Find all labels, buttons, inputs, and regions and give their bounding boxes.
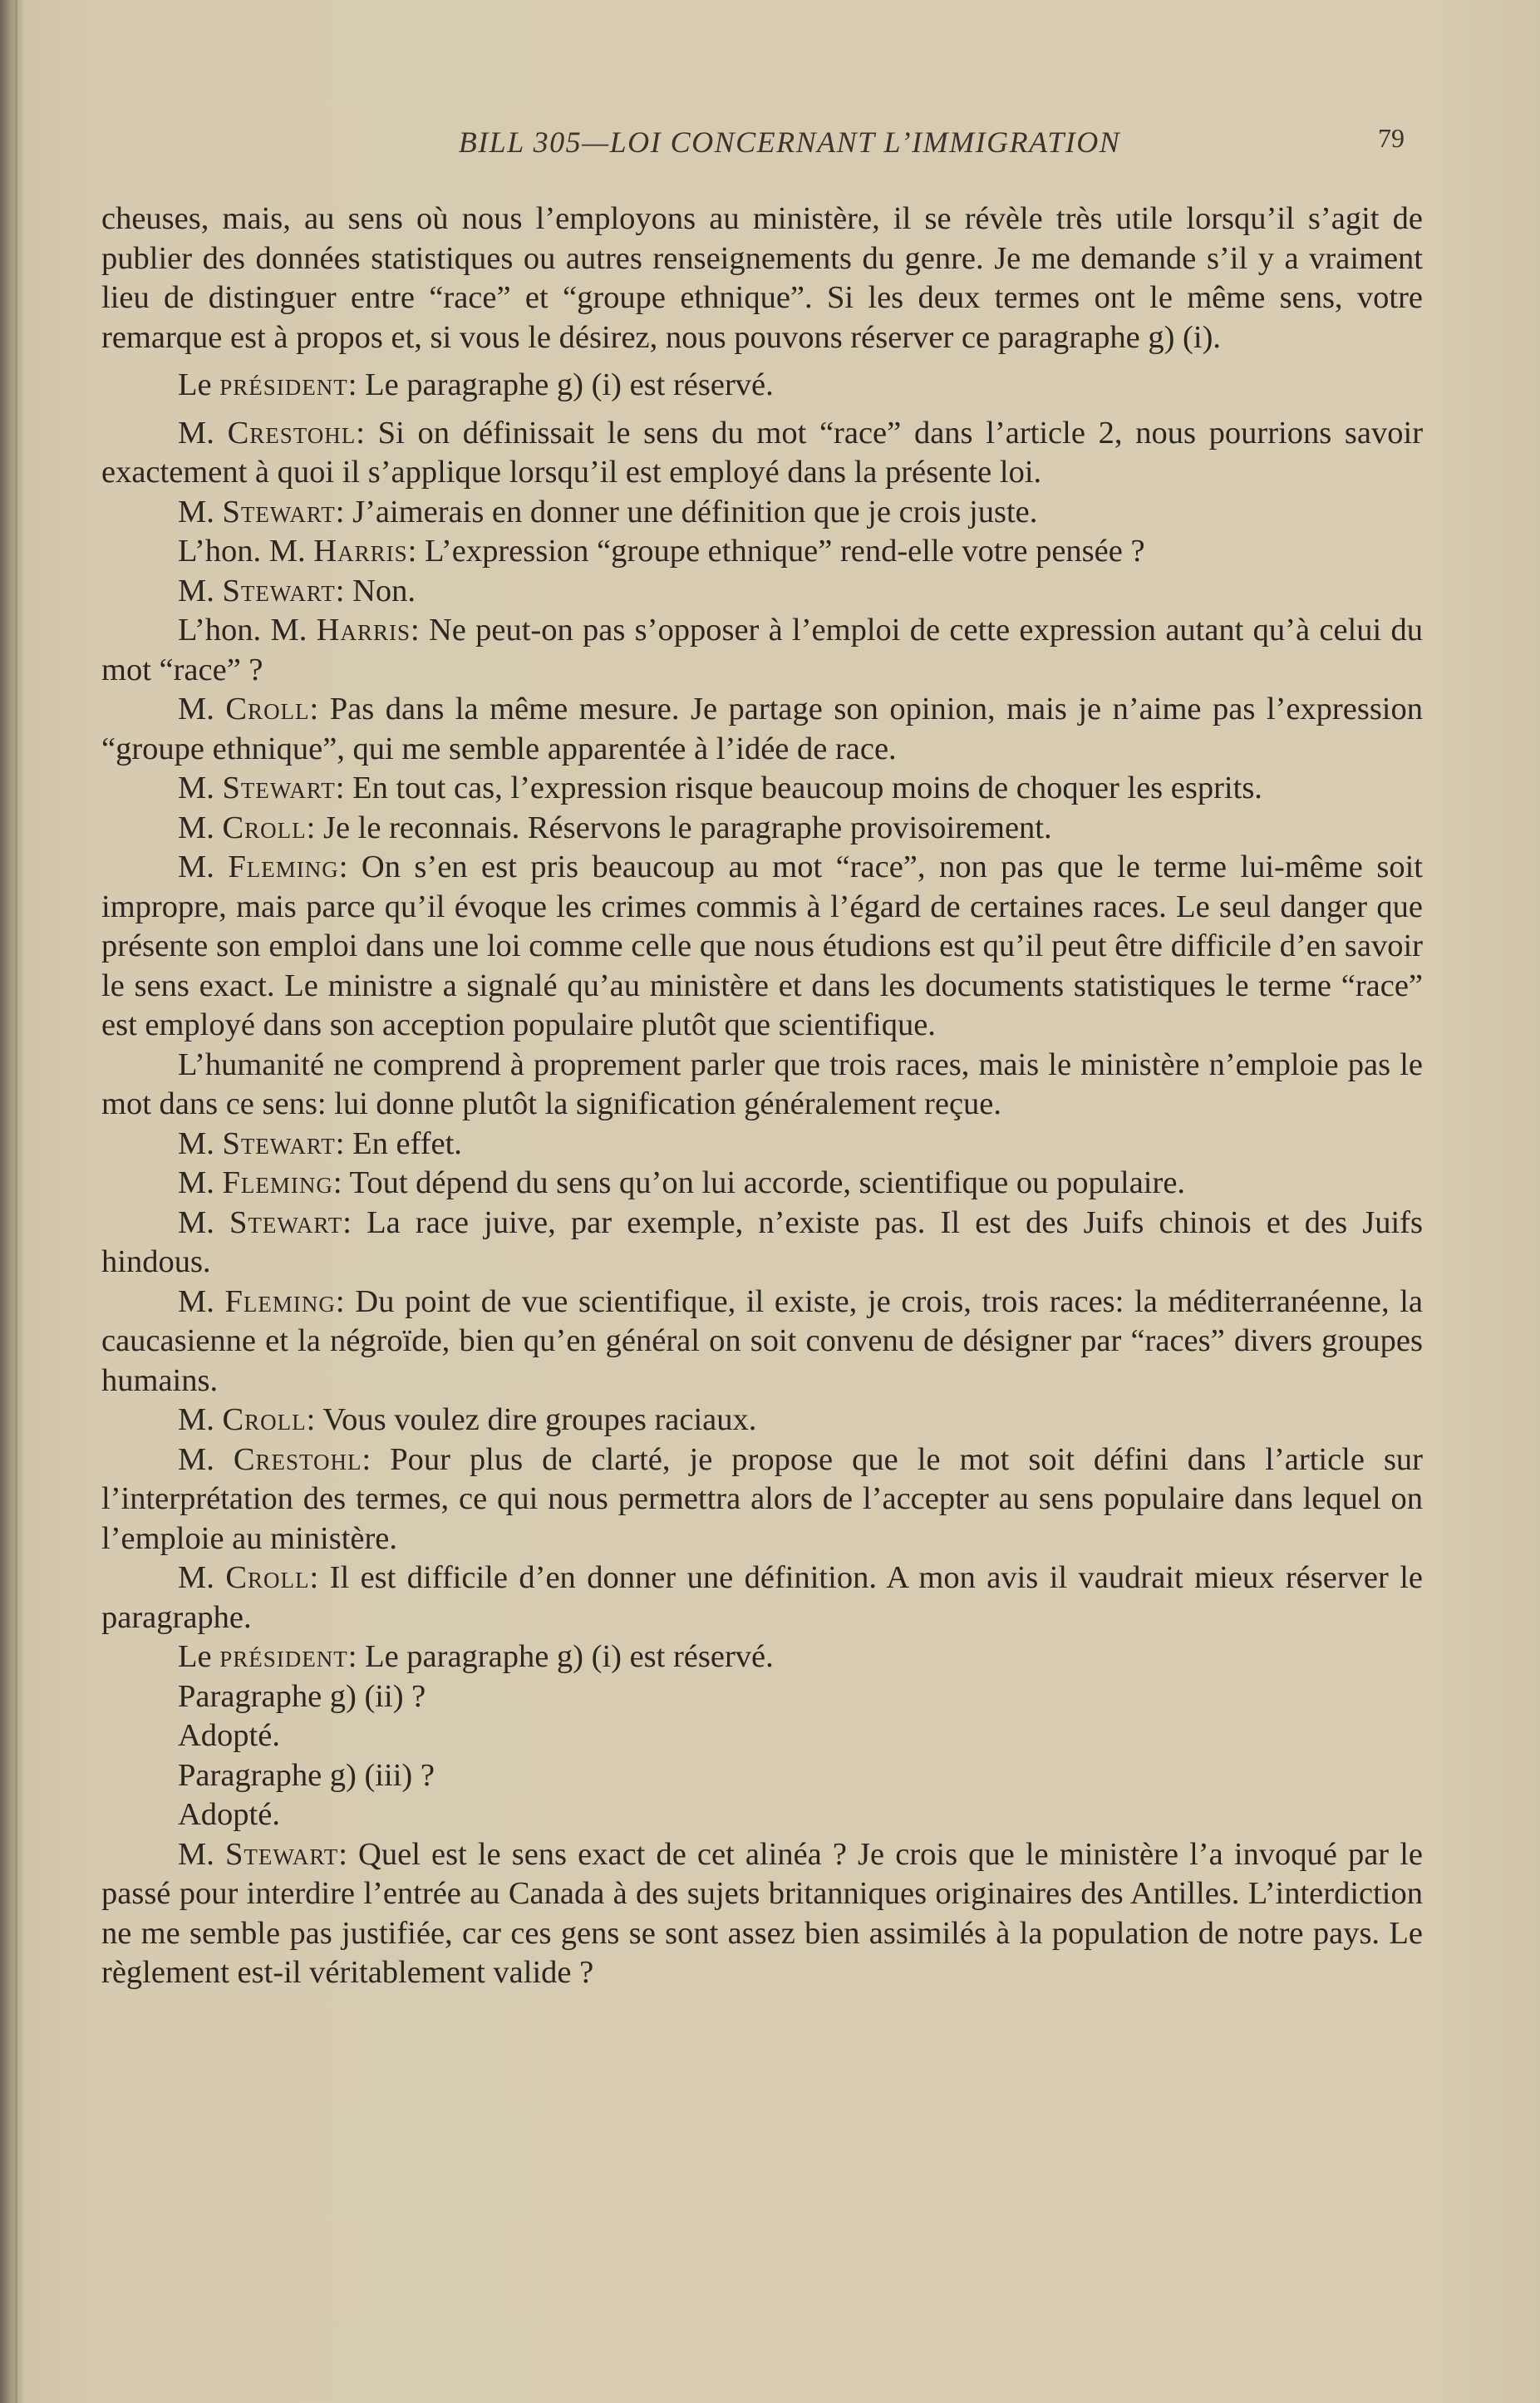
speaker-name: président <box>219 1639 348 1674</box>
speech-paragraph: Le président: Le paragraphe g) (i) est réservé. <box>178 367 774 402</box>
speaker-name: Stewart <box>224 1836 339 1872</box>
speech-paragraph: M. Crestohl: Si on définissait le sens du mot “race” dans l’article 2, nous pourrions savoir exactement à quoi il s’applique lorsqu’il est employé dans la présente loi. <box>101 415 1424 490</box>
speech-paragraph: M. Croll: Je le reconnais. Réservons le paragraphe provisoirement. <box>178 810 1052 845</box>
speech-paragraph: L’hon. M. Harris: L’expression “groupe ethnique” rend-elle votre pensée ? <box>178 534 1145 569</box>
speech-paragraph: M. Stewart: Non. <box>178 573 416 608</box>
speaker-name: Croll <box>222 1402 307 1437</box>
speaker-name: président <box>219 367 348 402</box>
speaker-name: Stewart <box>222 1125 336 1161</box>
speech-paragraph: M. Stewart: En effet. <box>178 1125 462 1161</box>
speech-paragraph: M. Stewart: La race juive, par exemple, n’existe pas. Il est des Juifs chinois et des Juifs hindous. <box>101 1204 1423 1279</box>
speech-paragraph: M. Stewart: Quel est le sens exact de cet alinéa ? Je crois que le ministère l’a invoqué par le passé pour interdire l’entrée au Canada à des sujets britanniques originaires des Antilles. L’interdiction ne me semble pas justifiée, car ces gens se sont assez bien assimilés à la population de notre pays. Le règlement est-il véritablement valide ? <box>101 1836 1423 1990</box>
speaker-name: Stewart <box>222 573 336 608</box>
speaker-name: Fleming <box>224 1283 336 1319</box>
paragraph: L’humanité ne comprend à proprement parler que trois races, mais le ministère n’emploie pas le mot dans ce sens: lui donne plutôt la signification généralement reçue. <box>101 1046 1423 1121</box>
speaker-name: Fleming <box>228 849 339 884</box>
binding-gutter <box>15 0 17 2403</box>
speaker-name: Crestohl <box>233 1441 362 1477</box>
paragraph: Paragraphe g) (iii) ? <box>178 1757 435 1793</box>
speaker-name: Croll <box>225 1560 310 1595</box>
speech-paragraph: Le président: Le paragraphe g) (i) est réservé. <box>178 1639 774 1674</box>
speech-paragraph: M. Stewart: J’aimerais en donner une définition que je crois juste. <box>178 494 1038 529</box>
speaker-name: Stewart <box>222 771 336 805</box>
speech-paragraph: M. Fleming: Du point de vue scientifique, il existe, je crois, trois races: la méditerranéenne, la caucasienne et la négroïde, bien qu’en général on soit convenu de désigner par “races” divers groupes humains. <box>101 1283 1423 1398</box>
speech-paragraph: M. Stewart: En tout cas, l’expression risque beaucoup moins de choquer les esprits. <box>178 771 1262 805</box>
paragraph: Paragraphe g) (ii) ? <box>178 1678 426 1714</box>
paragraph: Adopté. <box>178 1718 280 1753</box>
page-number: 79 <box>1378 123 1405 153</box>
speech-paragraph: M. Croll: Pas dans la même mesure. Je partage son opinion, mais je n’aime pas l’expression “groupe ethnique”, qui me semble apparentée à l’idée de race. <box>101 692 1423 766</box>
speaker-name: Croll <box>222 810 307 845</box>
paragraph: cheuses, mais, au sens où nous l’employons au ministère, il se révèle très utile lorsqu’il s’agit de publier des données statistiques ou autres renseignements du genre. Je me demande s’il y a vraiment lieu de distinguer entre “race” et “groupe ethnique”. Si les deux termes ont le même sens, votre remarque est à propos et, si vous le désirez, nous pouvons réserver ce paragraphe g) (i). <box>101 201 1423 355</box>
speech-paragraph: M. Fleming: Tout dépend du sens qu’on lui accorde, scientifique ou populaire. <box>178 1165 1186 1200</box>
speech-paragraph: L’hon. M. Harris: Ne peut-on pas s’opposer à l’emploi de cette expression autant qu’à celui du mot “race” ? <box>101 613 1423 687</box>
speech-paragraph: M. Croll: Vous voulez dire groupes raciaux. <box>178 1402 757 1437</box>
speech-paragraph: M. Crestohl: Pour plus de clarté, je propose que le mot soit défini dans l’article sur l’interprétation des termes, ce qui nous permettra alors de l’accepter au sens populaire dans lequel on l’emploie au ministère. <box>101 1441 1423 1556</box>
speech-paragraph: M. Croll: Il est difficile d’en donner une définition. A mon avis il vaudrait mieux réserver le paragraphe. <box>101 1560 1423 1635</box>
speaker-name: Crestohl <box>227 415 357 451</box>
speaker-name: Harris <box>316 613 411 648</box>
paragraph: Adopté. <box>178 1797 280 1832</box>
running-title: BILL 305—LOI CONCERNANT L’IMMIGRATION <box>458 126 1121 159</box>
speaker-name: Croll <box>225 692 310 726</box>
speaker-name: Harris <box>313 534 408 569</box>
speech-paragraph: M. Fleming: On s’en est pris beaucoup au mot “race”, non pas que le terme lui-même soit impropre, mais parce qu’il évoque les crimes commis à l’égard de certaines races. Le seul danger que présente son emploi dans une loi comme celle que nous étudions est qu’il peut être difficile d’en savoir le sens exact. Le ministre a signalé qu’au ministère et dans les documents statistiques le terme “race” est employé dans son acception populaire plutôt que scientifique. <box>101 849 1423 1042</box>
speaker-name: Stewart <box>229 1204 343 1240</box>
speaker-name: Fleming <box>222 1165 333 1200</box>
body-text <box>101 199 1423 1993</box>
speaker-name: Stewart <box>222 494 336 529</box>
